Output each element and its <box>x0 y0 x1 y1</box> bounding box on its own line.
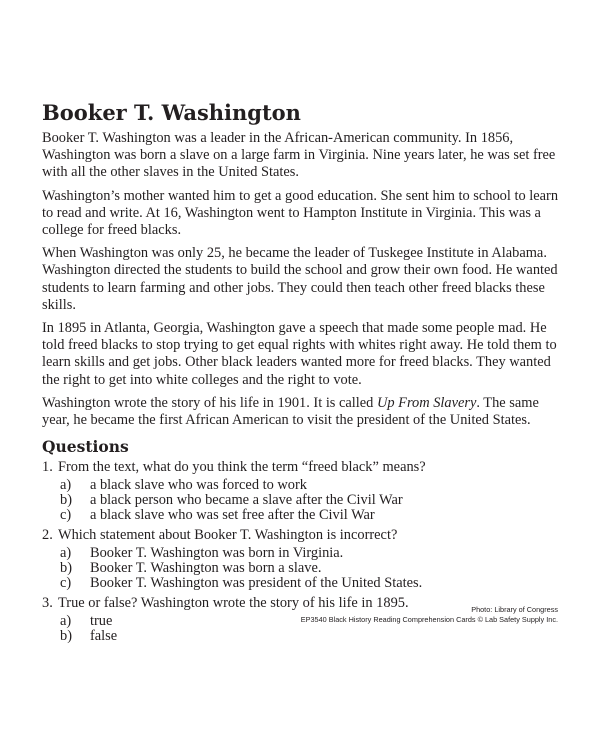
option-text: a black slave who was forced to work <box>90 477 307 494</box>
page-title: Booker T. Washington <box>42 100 301 125</box>
option-text: a black slave who was set free after the Civil War <box>90 507 375 524</box>
question-text: From the text, what do you think the term “freed black” means? <box>58 459 426 476</box>
answer-options <box>42 546 562 591</box>
paragraph-5-start: Washington wrote the story of his life in 1901. It is called <box>42 394 377 411</box>
question-2 <box>42 527 562 591</box>
option-text: Booker T. Washington was born in Virginia. <box>90 545 344 562</box>
option-text: Booker T. Washington was president of the United States. <box>90 575 423 592</box>
answer-option <box>42 546 562 561</box>
answer-option <box>42 493 562 508</box>
option-letter: a) <box>60 613 72 630</box>
answer-option <box>42 629 562 644</box>
paragraph-2: Washington’s mother wanted him to get a good education. She sent him to school to learn to read and write. At 16, Washington went to Hampton Institute in Virginia. This was a college for freed blacks. <box>42 187 559 239</box>
answer-option <box>42 508 562 523</box>
paragraph-4: In 1895 in Atlanta, Georgia, Washington gave a speech that made some people mad. He told freed blacks to stop trying to get equal rights with whites right away. He told them to learn skills and get jobs. Other black leaders wanted more for freed blacks. They wanted the right to get into white colleges and the right to vote. <box>42 320 557 388</box>
option-text: true <box>90 613 113 630</box>
question-number: 2. <box>42 527 53 544</box>
option-letter: b) <box>60 628 72 645</box>
option-letter: c) <box>60 575 72 592</box>
answer-option <box>42 478 562 493</box>
question-text: Which statement about Booker T. Washington is incorrect? <box>58 527 398 544</box>
answer-option <box>42 576 562 591</box>
option-letter: c) <box>60 507 72 524</box>
paragraph-5-end: . The same year, he became the first African American to visit the president of the United States. <box>42 394 539 429</box>
answer-options <box>42 478 562 523</box>
paragraph-1: Booker T. Washington was a leader in the African-American community. In 1856, Washington was born a slave on a large farm in Virginia. Nine years later, he was set free with all the other slaves in the United States. <box>42 130 556 181</box>
question-number: 1. <box>42 459 53 476</box>
copyright-line: EP3540 Black History Reading Comprehension Cards © Lab Safety Supply Inc. <box>300 615 558 624</box>
option-text: a black person who became a slave after the Civil War <box>90 492 403 509</box>
paragraph-5 <box>42 395 562 429</box>
option-letter: b) <box>60 492 72 509</box>
question-1 <box>42 459 562 523</box>
questions-heading: Questions <box>42 437 129 457</box>
option-letter: a) <box>60 477 72 494</box>
worksheet-content <box>42 100 562 648</box>
option-letter: b) <box>60 560 72 577</box>
answer-option <box>42 561 562 576</box>
photo-credit: Photo: Library of Congress <box>471 605 558 614</box>
question-text: True or false? Washington wrote the story of his life in 1895. <box>58 595 409 612</box>
question-number: 3. <box>42 595 53 612</box>
book-title: Up From Slavery <box>376 394 477 411</box>
option-letter: a) <box>60 545 72 562</box>
paragraph-3: When Washington was only 25, he became the leader of Tuskegee Institute in Alabama. Washington directed the students to build the school and grow their own food. He wanted students to learn farming and other jobs. They could then teach other freed blacks these skills. <box>42 245 558 313</box>
option-text: false <box>90 628 118 645</box>
option-text: Booker T. Washington was born a slave. <box>90 560 322 577</box>
